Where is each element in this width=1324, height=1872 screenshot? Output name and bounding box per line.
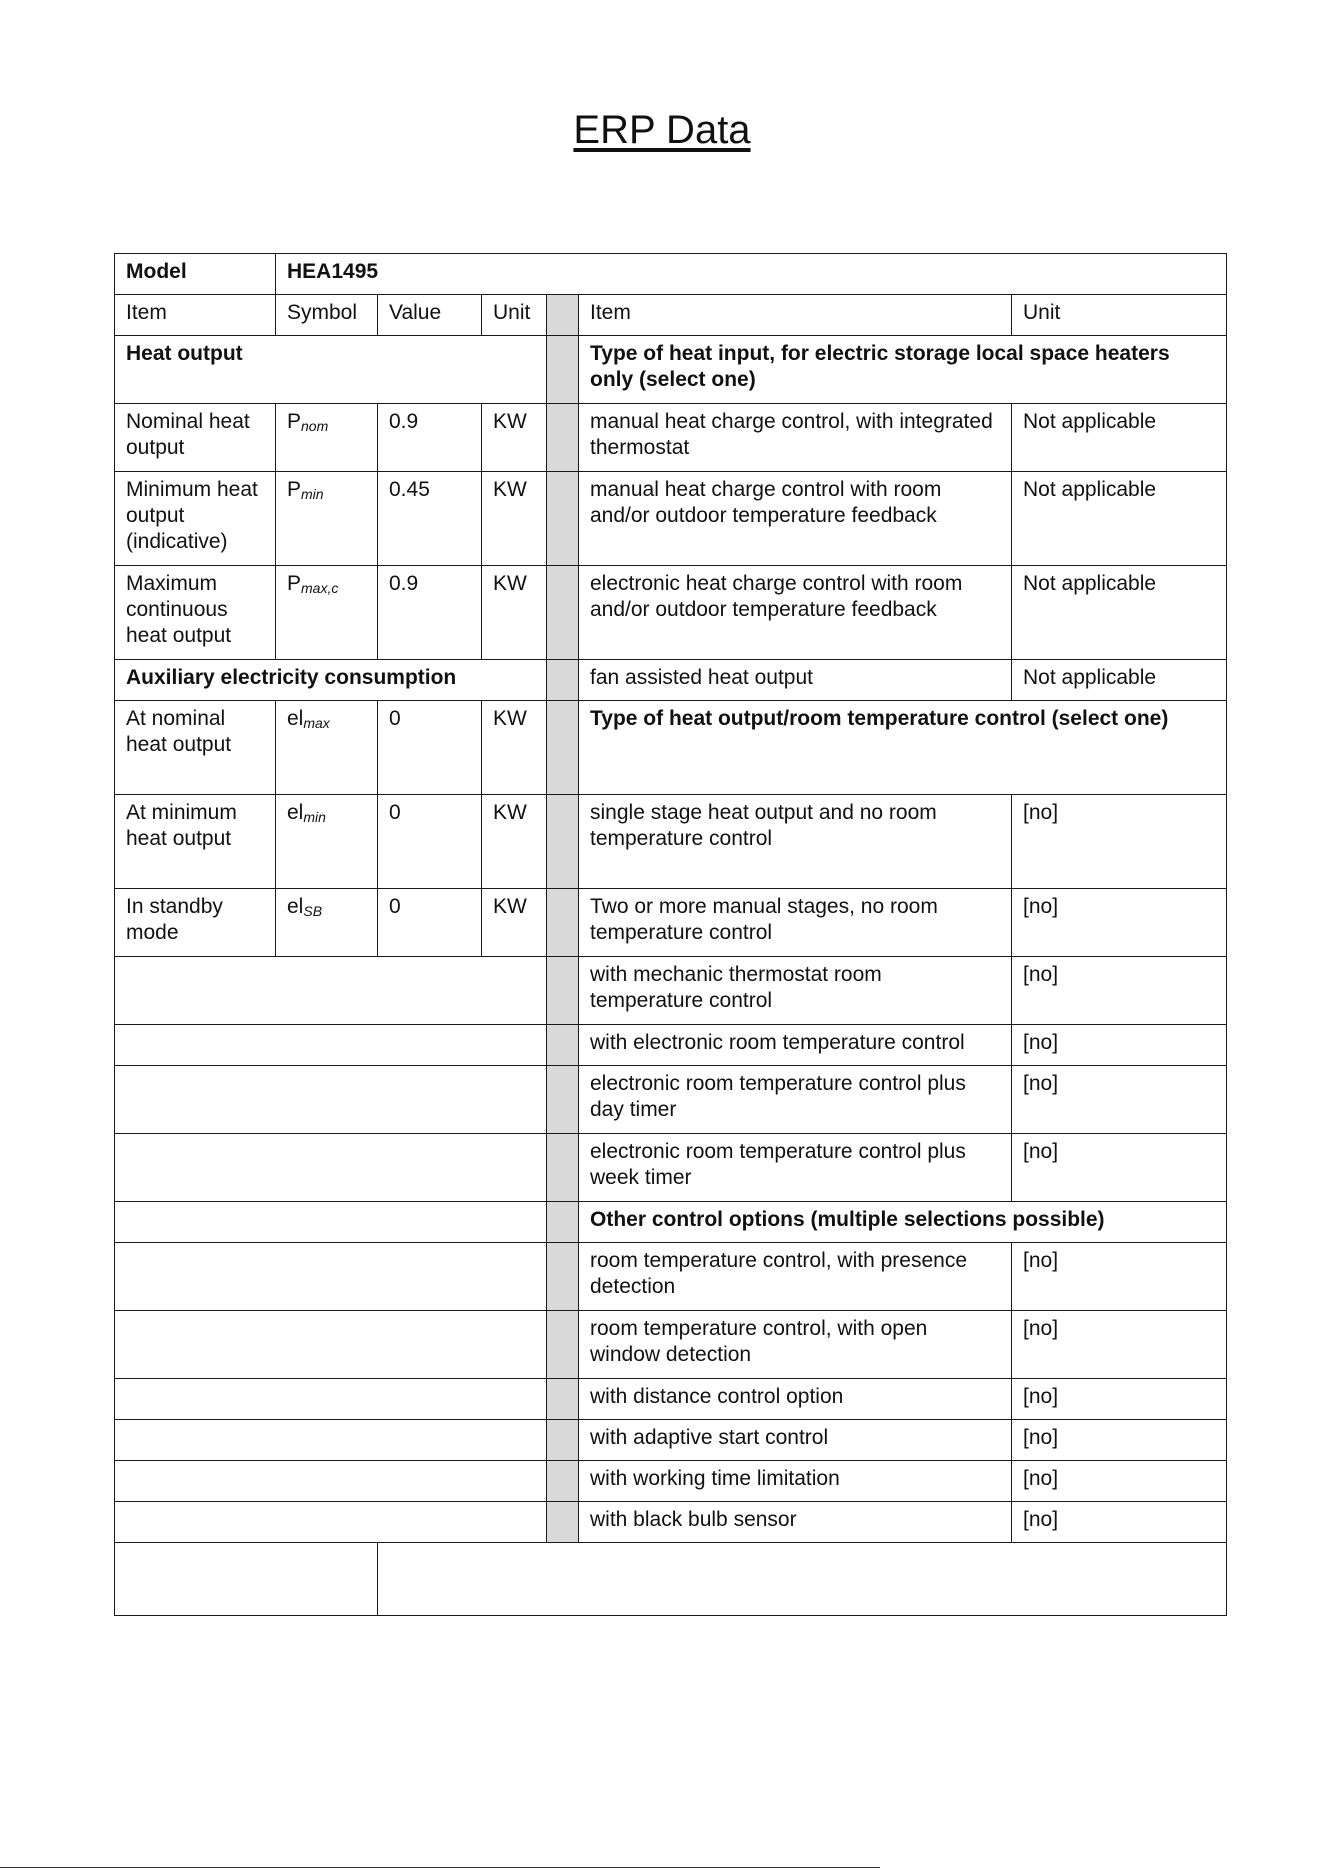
right-item: with adaptive start control	[579, 1420, 1012, 1461]
header-symbol: Symbol	[276, 295, 378, 336]
separator-cell	[547, 701, 579, 795]
table-row	[115, 889, 1227, 957]
symbol-subscript: min	[301, 486, 324, 502]
section-aux-consumption: Auxiliary electricity consumption	[115, 660, 547, 701]
footer-row	[115, 1543, 1227, 1616]
symbol-base: el	[287, 707, 304, 730]
table-row	[115, 566, 1227, 660]
left-item: Maximum continuous heat output	[115, 566, 276, 660]
value-cell: 0	[378, 701, 482, 795]
value-cell: 0.9	[378, 566, 482, 660]
page-footer-rule	[0, 1867, 880, 1868]
symbol-base: el	[287, 895, 304, 918]
right-unit: [no]	[1012, 1311, 1227, 1379]
table-row	[115, 404, 1227, 472]
right-item: manual heat charge control with room and/or outdoor temperature feedback	[579, 472, 1012, 566]
table-row	[115, 1461, 1227, 1502]
empty-left-cell	[115, 1066, 547, 1134]
symbol-subscript: max	[303, 715, 330, 731]
separator-cell	[547, 295, 579, 336]
separator-cell	[547, 795, 579, 889]
header-row	[115, 295, 1227, 336]
left-item: Nominal heat output	[115, 404, 276, 472]
right-item: with mechanic thermostat room temperature control	[579, 957, 1012, 1025]
value-cell: 0	[378, 795, 482, 889]
right-unit: Not applicable	[1012, 566, 1227, 660]
table-row	[115, 1379, 1227, 1420]
empty-left-cell	[115, 1461, 547, 1502]
page-title: ERP Data	[573, 108, 751, 152]
symbol-base: P	[287, 410, 302, 433]
right-item: with black bulb sensor	[579, 1502, 1012, 1543]
header-right-unit: Unit	[1012, 295, 1227, 336]
symbol-cell	[276, 566, 378, 660]
symbol-cell	[276, 795, 378, 889]
header-unit: Unit	[482, 295, 547, 336]
separator-cell	[547, 889, 579, 957]
section-control-type: Type of heat output/room temperature control (select one)	[579, 701, 1227, 795]
separator-cell	[547, 1134, 579, 1202]
left-item: At nominal heat output	[115, 701, 276, 795]
empty-left-cell	[115, 1025, 547, 1066]
right-item: with distance control option	[579, 1379, 1012, 1420]
empty-left-cell	[115, 1420, 547, 1461]
empty-footer-cell	[115, 1543, 378, 1616]
header-item: Item	[115, 295, 276, 336]
right-item: manual heat charge control, with integrated thermostat	[579, 404, 1012, 472]
table-row	[115, 1025, 1227, 1066]
symbol-base: el	[287, 801, 304, 824]
symbol-subscript: min	[303, 809, 326, 825]
table-row	[115, 957, 1227, 1025]
right-item: electronic room temperature control plus week timer	[579, 1134, 1012, 1202]
value-cell: 0.45	[378, 472, 482, 566]
symbol-cell	[276, 472, 378, 566]
separator-cell	[547, 1243, 579, 1311]
empty-left-cell	[115, 1379, 547, 1420]
symbol-cell	[276, 889, 378, 957]
header-value: Value	[378, 295, 482, 336]
right-unit: [no]	[1012, 1134, 1227, 1202]
table-row	[115, 1134, 1227, 1202]
value-cell: 0	[378, 889, 482, 957]
right-item: Two or more manual stages, no room temperature control	[579, 889, 1012, 957]
symbol-subscript: SB	[303, 903, 323, 919]
right-unit: [no]	[1012, 1502, 1227, 1543]
empty-footer-cell	[378, 1543, 1227, 1616]
right-item: fan assisted heat output	[579, 660, 1012, 701]
left-item: In standby mode	[115, 889, 276, 957]
separator-cell	[547, 660, 579, 701]
table-row	[115, 1243, 1227, 1311]
right-unit: [no]	[1012, 889, 1227, 957]
empty-left-cell	[115, 957, 547, 1025]
table-row	[115, 701, 1227, 795]
right-unit: [no]	[1012, 1420, 1227, 1461]
symbol-cell	[276, 701, 378, 795]
symbol-subscript: max,c	[301, 580, 339, 596]
section-other-options: Other control options (multiple selections possible)	[579, 1202, 1227, 1243]
table-row	[115, 1502, 1227, 1543]
right-unit: Not applicable	[1012, 660, 1227, 701]
section-row	[115, 336, 1227, 404]
unit-cell: KW	[482, 566, 547, 660]
right-item: electronic room temperature control plus day timer	[579, 1066, 1012, 1134]
unit-cell: KW	[482, 701, 547, 795]
empty-left-cell	[115, 1243, 547, 1311]
right-unit: [no]	[1012, 1025, 1227, 1066]
table-row	[115, 795, 1227, 889]
separator-cell	[547, 1025, 579, 1066]
separator-cell	[547, 1311, 579, 1379]
left-item: At minimum heat output	[115, 795, 276, 889]
model-row	[115, 254, 1227, 295]
empty-left-cell	[115, 1202, 547, 1243]
unit-cell: KW	[482, 404, 547, 472]
unit-cell: KW	[482, 795, 547, 889]
right-item: with electronic room temperature control	[579, 1025, 1012, 1066]
section-heat-output: Heat output	[115, 336, 547, 404]
right-item: room temperature control, with presence detection	[579, 1243, 1012, 1311]
empty-left-cell	[115, 1134, 547, 1202]
right-unit: [no]	[1012, 1066, 1227, 1134]
symbol-base: P	[287, 572, 302, 595]
table-row	[115, 660, 1227, 701]
table-row	[115, 1066, 1227, 1134]
table-row	[115, 472, 1227, 566]
separator-cell	[547, 1066, 579, 1134]
section-heat-input-type: Type of heat input, for electric storage local space heaters only (select one)	[579, 336, 1227, 404]
separator-cell	[547, 566, 579, 660]
right-unit: Not applicable	[1012, 404, 1227, 472]
right-unit: [no]	[1012, 1379, 1227, 1420]
right-item: single stage heat output and no room temperature control	[579, 795, 1012, 889]
empty-left-cell	[115, 1311, 547, 1379]
table-row	[115, 1420, 1227, 1461]
header-right-item: Item	[579, 295, 1012, 336]
table-row	[115, 1202, 1227, 1243]
separator-cell	[547, 472, 579, 566]
right-unit: [no]	[1012, 1461, 1227, 1502]
separator-cell	[547, 1502, 579, 1543]
right-item: room temperature control, with open window detection	[579, 1311, 1012, 1379]
separator-cell	[547, 1202, 579, 1243]
empty-left-cell	[115, 1502, 547, 1543]
right-item: electronic heat charge control with room and/or outdoor temperature feedback	[579, 566, 1012, 660]
unit-cell: KW	[482, 889, 547, 957]
value-cell: 0.9	[378, 404, 482, 472]
model-value: HEA1495	[276, 254, 1227, 295]
separator-cell	[547, 1461, 579, 1502]
symbol-base: P	[287, 478, 302, 501]
separator-cell	[547, 404, 579, 472]
right-unit: Not applicable	[1012, 472, 1227, 566]
unit-cell: KW	[482, 472, 547, 566]
table-row	[115, 1311, 1227, 1379]
erp-data-table	[114, 253, 1227, 1616]
symbol-cell	[276, 404, 378, 472]
right-unit: [no]	[1012, 957, 1227, 1025]
symbol-subscript: nom	[301, 418, 329, 434]
separator-cell	[547, 1420, 579, 1461]
separator-cell	[547, 336, 579, 404]
separator-cell	[547, 1379, 579, 1420]
model-label: Model	[115, 254, 276, 295]
right-unit: [no]	[1012, 795, 1227, 889]
left-item: Minimum heat output (indicative)	[115, 472, 276, 566]
right-unit: [no]	[1012, 1243, 1227, 1311]
separator-cell	[547, 957, 579, 1025]
right-item: with working time limitation	[579, 1461, 1012, 1502]
